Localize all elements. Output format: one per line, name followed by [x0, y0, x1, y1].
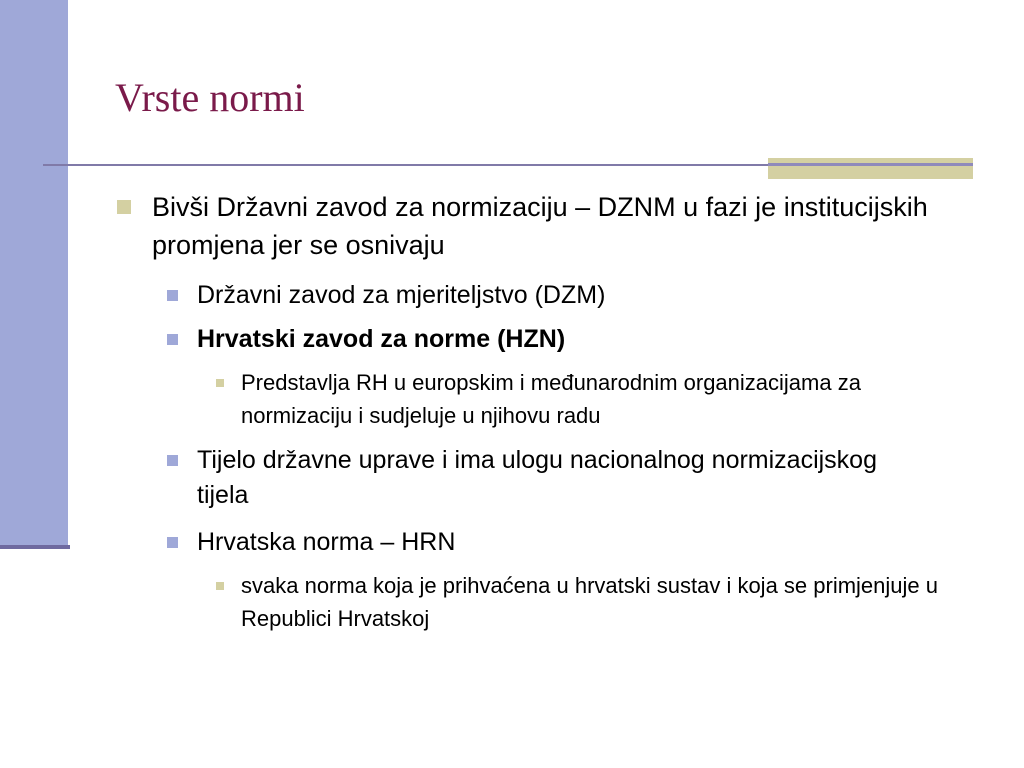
bullet-square-level-1 — [117, 200, 131, 214]
bullet-item-level-2-bold: Hrvatski zavod za norme (HZN) — [197, 325, 566, 353]
bullet-item-level-3: svaka norma koja je prihvaćena u hrvatski sustav i koja se primjenjuje u Republici Hrvatskoj — [241, 573, 938, 631]
bullet-item-level-1: Bivši Državni zavod za normizaciju – DZNM u fazi je institucijskih promjena jer se osnivaju — [152, 192, 928, 260]
slide-title: Vrste normi — [115, 75, 305, 120]
bullet-square-level-2 — [167, 334, 178, 345]
bullet-item-level-2: Državni zavod za mjeriteljstvo (DZM) — [197, 281, 606, 309]
bullet-item-level-2: Hrvatska norma – HRN — [197, 528, 456, 556]
bullet-square-level-2 — [167, 455, 178, 466]
bullet-square-level-3 — [216, 379, 224, 387]
bullet-square-level-2 — [167, 290, 178, 301]
bullet-item-level-2: Tijelo državne uprave i ima ulogu nacionalnog normizacijskog tijela — [197, 446, 877, 509]
bullet-square-level-2 — [167, 537, 178, 548]
bullet-item-level-3: Predstavlja RH u europskim i međunarodnim organizacijama za normizaciju i sudjeluje u njihovu radu — [241, 370, 861, 428]
bullet-square-level-3 — [216, 582, 224, 590]
